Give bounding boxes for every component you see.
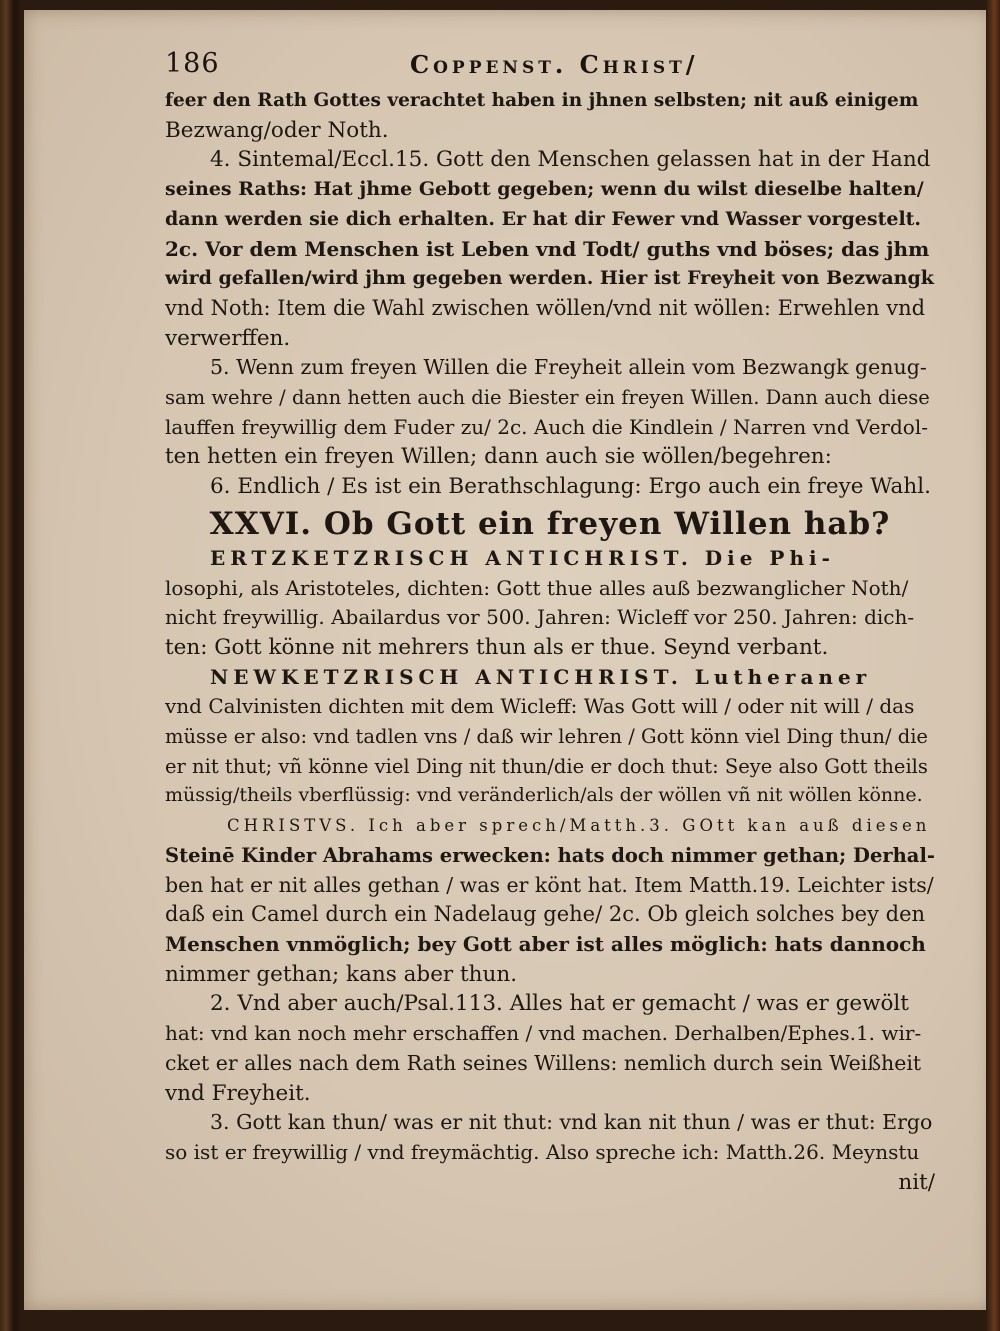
text-line: 4. Sintemal/Eccl.15. Gott den Menschen gelassen hat in der Hand [210, 147, 931, 173]
text-line: 2. Vnd aber auch/Psal.113. Alles hat er gemacht / was er gewölt [210, 991, 909, 1017]
text-line: feer den Rath Gottes verachtet haben in jhnen selbsten; nit auß einigem [165, 90, 919, 111]
text-line: so ist er freywillig / vnd freymächtig. Also spreche ich: Matth.26. Meynstu [165, 1139, 920, 1164]
text-line: hat: vnd kan noch mehr erschaffen / vnd machen. Derhalben/Ephes.1. wir- [165, 1021, 922, 1046]
text-line: NEWKETZRISCH ANTICHRIST. Lutheraner [210, 664, 872, 689]
text-line: vnd Freyheit. [165, 1080, 311, 1106]
text-line: losophi, als Aristoteles, dichten: Gott thue alles auß bezwanglicher Noth/ [165, 575, 909, 600]
text-line: vnd Calvinisten dichten mit dem Wicleff: Was Gott will / oder nit will / das [165, 694, 915, 719]
text-line: Bezwang/oder Noth. [165, 117, 389, 143]
text-line: CHRISTVS. Ich aber sprech/Matth.3. GOtt kan auß diesen [227, 816, 931, 836]
text-line: 5. Wenn zum freyen Willen die Freyheit allein vom Bezwangk genug- [210, 355, 927, 380]
text-line: vnd Noth: Item die Wahl zwischen wöllen/vnd nit wöllen: Erwehlen vnd [165, 295, 926, 320]
catchword: nit/ [898, 1169, 935, 1195]
text-line: lauffen freywillig dem Fuder zu/ 2c. Auch die Kindlein / Narren vnd Verdol- [165, 414, 928, 439]
text-line: müsse er also: vnd tadlen vns / daß wir lehren / Gott könn viel Ding thun/ die [165, 725, 928, 749]
book-edge [986, 0, 1000, 1331]
page-body [165, 86, 935, 1197]
text-line: daß ein Camel durch ein Nadelaug gehe/ 2c. Ob gleich solches bey den [165, 902, 926, 927]
text-line: verwerffen. [165, 325, 291, 351]
text-line: müssig/theils vberflüssig: vnd veränderlich/als der wöllen vñ nit wöllen könne. [165, 784, 923, 807]
text-line: wird gefallen/wird jhm gegeben werden. Hier ist Freyheit von Bezwangk [165, 267, 934, 290]
text-line: ben hat er nit alles gethan / was er könt hat. Item Matth.19. Leichter ists/ [165, 872, 934, 897]
text-line: sam wehre / dann hetten auch die Biester ein freyen Willen. Dann auch diese [165, 386, 930, 410]
text-line: cket er alles nach dem Rath seines Willens: nemlich durch sein Weißheit [165, 1050, 922, 1075]
text-line: 2c. Vor dem Menschen ist Leben vnd Todt/ guths vnd böses; das jhm [165, 236, 930, 261]
text-line: Menschen vnmöglich; bey Gott aber ist alles möglich: hats dannoch [165, 931, 926, 956]
chapter-heading: XXVI. Ob Gott ein freyen Willen hab? [209, 505, 891, 542]
running-title: Coppenst. Christ/ [410, 50, 699, 79]
text-line: ten: Gott könne nit mehrers thun als er thue. Seynd verbant. [165, 634, 829, 660]
text-line: ten hetten ein freyen Willen; dann auch sie wöllen/begehren: [165, 444, 832, 470]
text-line: nicht freywillig. Abailardus vor 500. Jahren: Wicleff vor 250. Jahren: dich- [165, 605, 915, 630]
text-line: 6. Endlich / Es ist ein Berathschlagung: Ergo auch ein freye Wahl. [210, 474, 931, 500]
text-line: Steinē Kinder Abrahams erwecken: hats doch nimmer gethan; Derhal- [165, 843, 935, 867]
text-line: dann werden sie dich erhalten. Er hat dir Fewer vnd Wasser vorgestelt. [165, 207, 922, 230]
text-line: seines Raths: Hat jhme Gebott gegeben; wenn du wilst dieselbe halten/ [165, 178, 924, 201]
text-line: 3. Gott kan thun/ was er nit thut: vnd kan nit thun / was er thut: Ergo [210, 1110, 933, 1135]
text-line: nimmer gethan; kans aber thun. [165, 961, 518, 987]
text-line: er nit thut; vñ könne viel Ding nit thun/die er doch thut: Seye also Gott theils [165, 754, 928, 778]
page-number: 186 [165, 48, 220, 79]
text-line: ERTZKETZRISCH ANTICHRIST. Die Phi- [210, 545, 835, 570]
page-header [165, 48, 935, 88]
